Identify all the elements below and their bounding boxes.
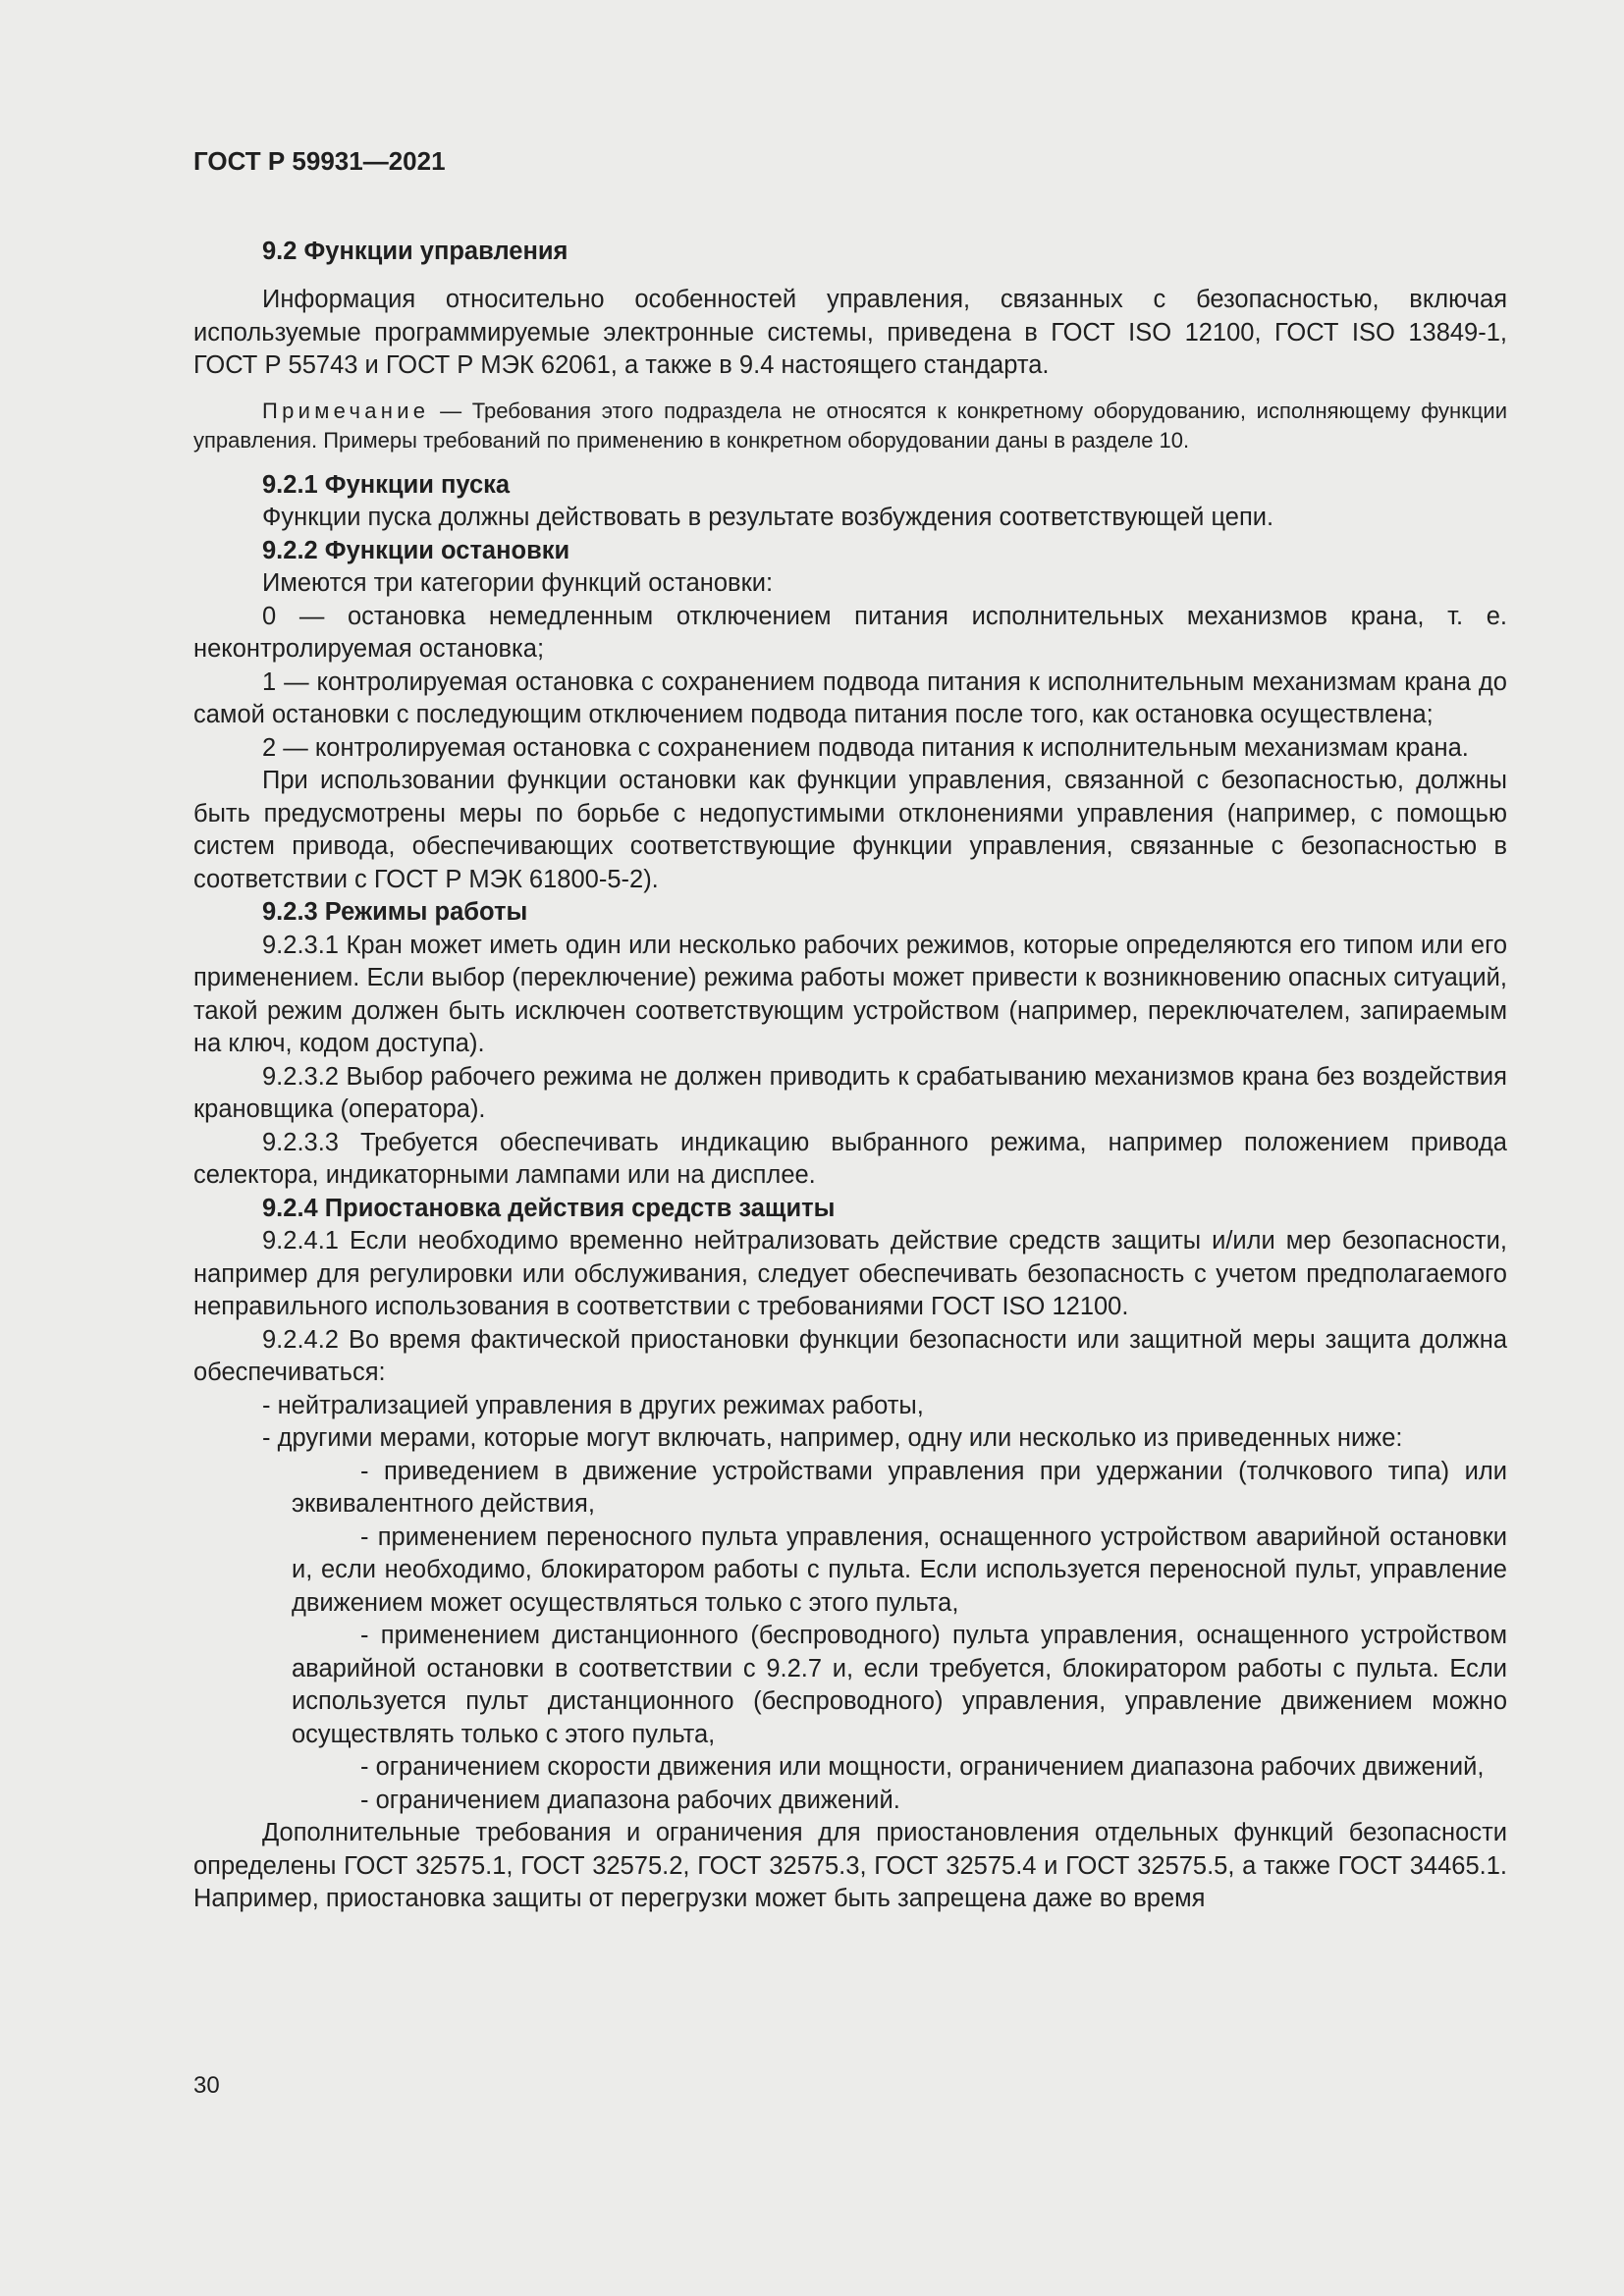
section-9-2-4-closing: Дополнительные требования и ограничения для приостановления отдельных функций безопасности определены ГОСТ 32575.1, ГОСТ 32575.2, ГОСТ 32575.3, ГОСТ 32575.4 и ГОСТ 32575.5, а также ГОСТ 34465.1. Например, приостановка защиты от перегрузки может быть запрещена даже во время (193, 1819, 1507, 1912)
section-9-2-3-heading: 9.2.3 Режимы работы (262, 898, 528, 926)
list-item: - другими мерами, которые могут включать, например, одну или несколько из приведенных ниже: (262, 1424, 1403, 1452)
sub-list-item: - ограничением диапазона рабочих движений. (360, 1786, 900, 1814)
clause-9-2-4-2: 9.2.4.2 Во время фактической приостановки функции безопасности или защитной меры защита должна обеспечиваться: (193, 1325, 1507, 1386)
list-item: - нейтрализацией управления в других режимах работы, (262, 1391, 924, 1419)
document-code-header: ГОСТ Р 59931—2021 (193, 146, 446, 176)
clause-9-2-4-1: 9.2.4.1 Если необходимо временно нейтрализовать действие средств защиты и/или мер безопасности, например для регулировки или обслуживания, следует обеспечивать безопасность с учетом предполагаемого неправильного использования в соответствии с требованиями ГОСТ ISO 12100. (193, 1227, 1507, 1320)
stop-category-0: 0 — остановка немедленным отключением питания исполнительных механизмов крана, т. е. неконтролируемая остановка; (193, 602, 1507, 663)
sub-list-item: - ограничением скорости движения или мощности, ограничением диапазона рабочих движений, (360, 1753, 1485, 1781)
note-label: Примечание (262, 398, 430, 423)
section-9-2-1-heading: 9.2.1 Функции пуска (262, 470, 511, 499)
section-9-2-2-heading: 9.2.2 Функции остановки (262, 536, 570, 564)
section-9-2-2-text: При использовании функции остановки как функции управления, связанной с безопасностью, должны быть предусмотрены меры по борьбе с недопустимыми отклонениями управления (например, с помощью систем привода, обеспечивающих соответствующие функции управления, связанные с безопасностью в соответствии с ГОСТ Р МЭК 61800-5-2). (193, 767, 1507, 893)
section-9-2-1-text: Функции пуска должны действовать в результате возбуждения соответствующей цепи. (262, 504, 1274, 531)
clause-9-2-3-3: 9.2.3.3 Требуется обеспечивать индикацию выбранного режима, например положением привода селектора, индикаторными лампами или на дисплее. (193, 1128, 1507, 1189)
sub-list-item: - применением переносного пульта управления, оснащенного устройством аварийной остановки и, если необходимо, блокиратором работы с пульта. Если используется переносной пульт, управление движением может осуществляться только с этого пульта, (292, 1522, 1507, 1617)
section-9-2-4-heading: 9.2.4 Приостановка действия средств защиты (262, 1194, 836, 1222)
section-9-2-intro: Информация относительно особенностей управления, связанных с безопасностью, включая используемые программируемые электронные системы, приведена в ГОСТ ISO 12100, ГОСТ ISO 13849-1, ГОСТ Р 55743 и ГОСТ Р МЭК 62061, а также в 9.4 настоящего стандарта. (193, 286, 1507, 379)
page-content (193, 145, 1507, 1916)
clause-9-2-3-1: 9.2.3.1 Кран может иметь один или несколько рабочих режимов, которые определяются его типом или его применением. Если выбор (переключение) режима работы может привести к возникновению опасных ситуаций, такой режим должен быть исключен соответствующим устройством (например, переключателем, запираемым на ключ, кодом доступа). (193, 931, 1507, 1057)
note-text: — Требования этого подраздела не относятся к конкретному оборудованию, исполняющему функции управления. Примеры требований по применению в конкретном оборудовании даны в разделе 10. (193, 398, 1507, 453)
sub-list-item: - приведением в движение устройствами управления при удержании (толчкового типа) или эквивалентного действия, (292, 1457, 1507, 1518)
note-paragraph (193, 397, 1507, 455)
clause-9-2-3-2: 9.2.3.2 Выбор рабочего режима не должен приводить к срабатыванию механизмов крана без воздействия крановщика (оператора). (193, 1062, 1507, 1123)
stop-categories-lead: Имеются три категории функций остановки: (262, 569, 774, 597)
page-number: 30 (193, 2072, 220, 2099)
stop-category-1: 1 — контролируемая остановка с сохранением подвода питания к исполнительным механизмам крана до самой остановки с последующим отключением подвода питания после того, как остановка осуществлена; (193, 667, 1507, 728)
section-9-2-heading: 9.2 Функции управления (262, 237, 568, 265)
stop-category-2: 2 — контролируемая остановка с сохранением подвода питания к исполнительным механизмам крана. (262, 733, 1469, 762)
sub-list-item: - применением дистанционного (беспроводного) пульта управления, оснащенного устройством аварийной остановки в соответствии с 9.2.7 и, если требуется, блокиратором работы с пульта. Если используется пульт дистанционного (беспроводного) управления, управление движением можно осуществлять только с этого пульта, (292, 1622, 1507, 1748)
